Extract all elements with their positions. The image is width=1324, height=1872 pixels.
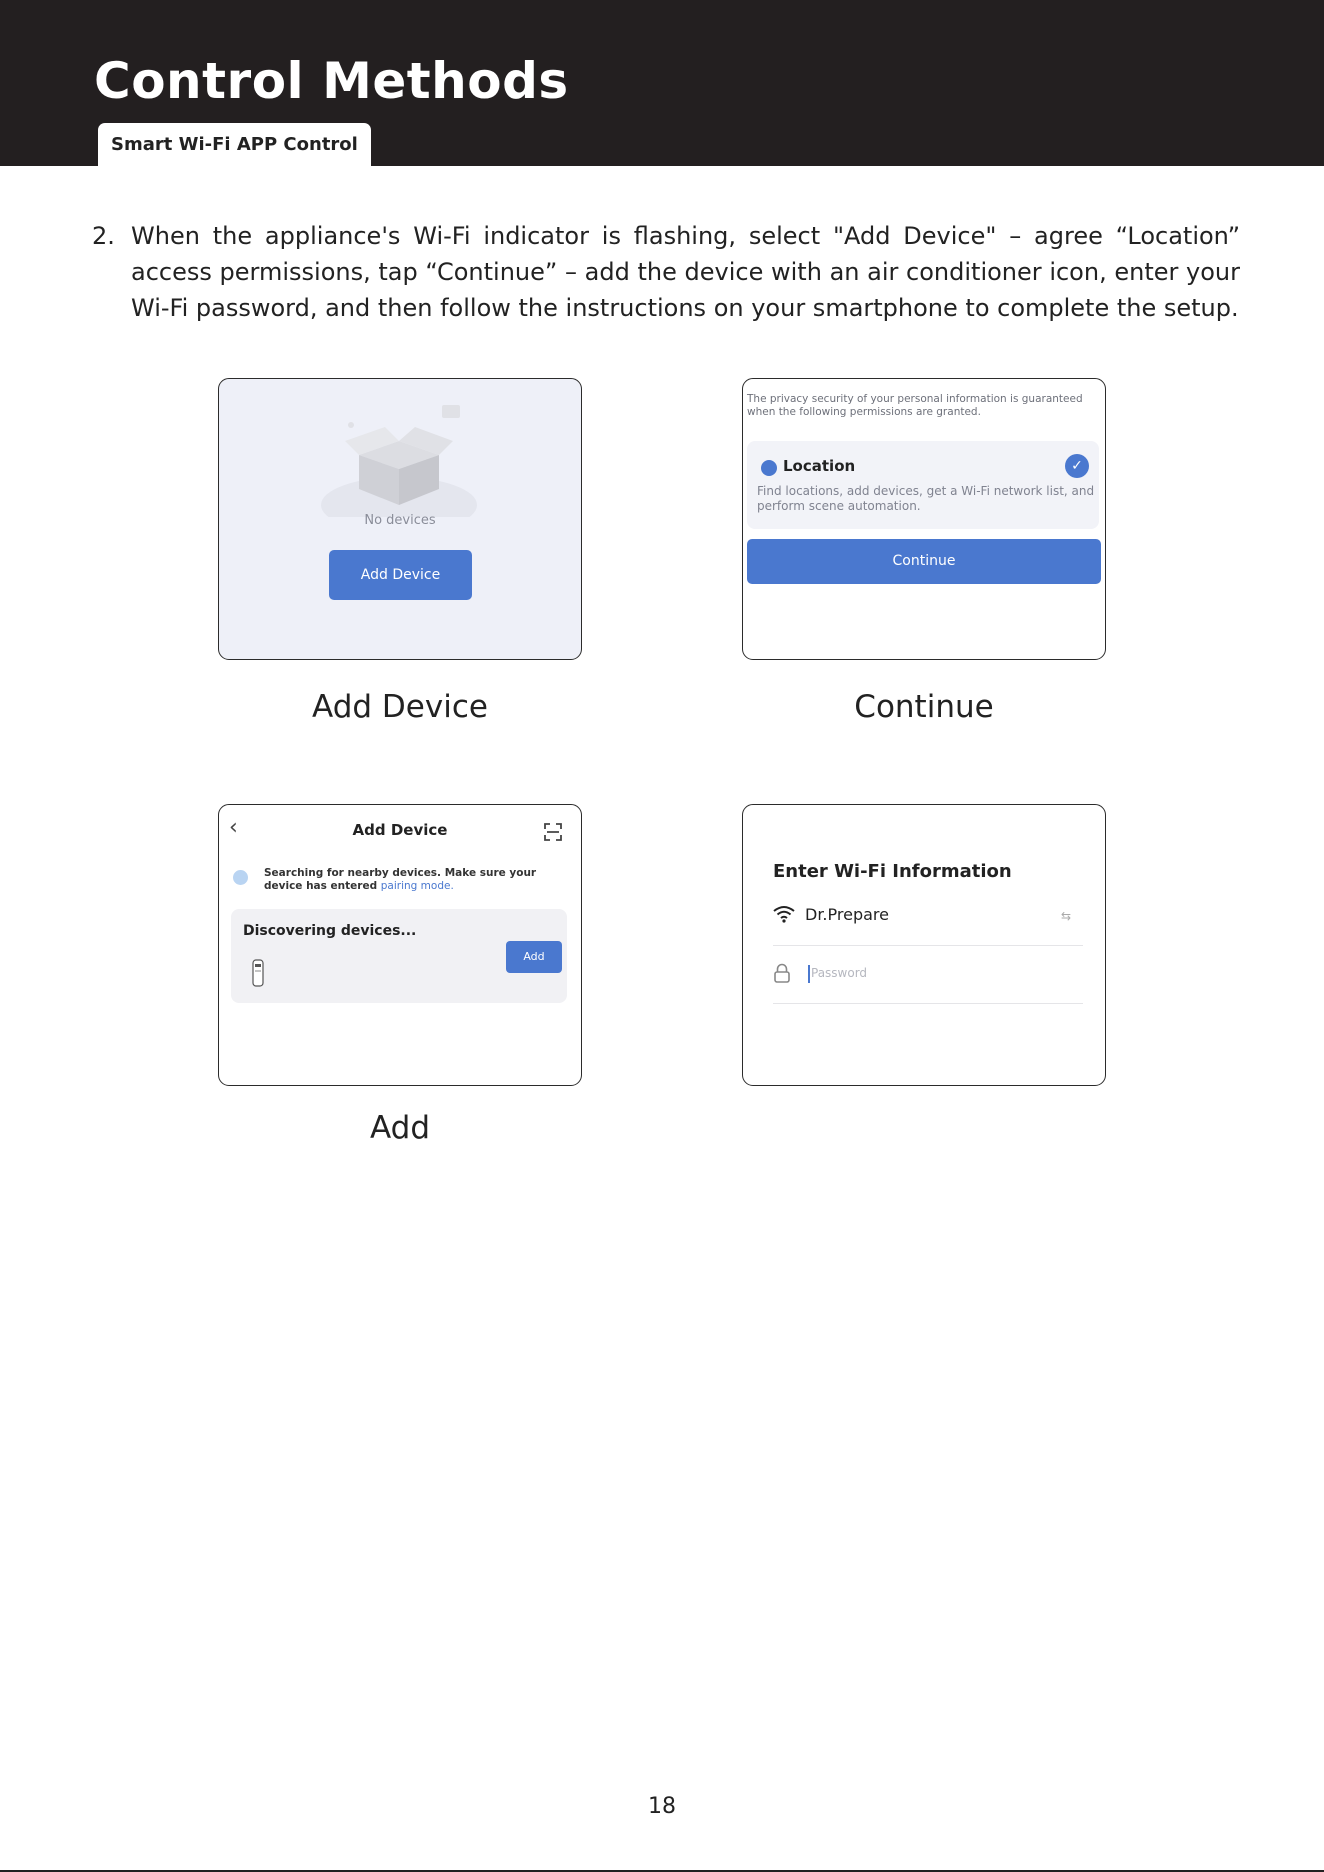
divider [773,1003,1083,1004]
lock-icon [773,963,791,983]
wifi-ssid[interactable]: Dr.Prepare [805,905,889,924]
page-header [0,0,1324,166]
discovering-title: Discovering devices... [243,923,417,939]
wifi-icon [773,905,795,923]
caption-continue: Continue [854,689,994,725]
searching-icon [233,870,248,885]
divider [773,945,1083,946]
discovering-card [231,909,567,1003]
empty-state-text: No devices [364,513,436,528]
screenshot-wifi-information [742,804,1106,1086]
step-number: 2. [92,222,115,250]
location-permission-card[interactable] [747,441,1099,529]
privacy-text: The privacy security of your personal information is guaranteed when the following permissions are granted. [747,393,1083,418]
searching-message: Searching for nearby devices. Make sure your device has entered [264,867,537,892]
location-icon [761,460,777,476]
caption-add-device: Add Device [312,689,488,725]
searching-text [264,867,564,893]
scan-icon[interactable] [544,823,562,841]
text-cursor [808,965,810,983]
switch-network-icon[interactable]: ⇆ [1061,909,1072,923]
add-device-button[interactable]: Add Device [329,550,472,600]
screenshot-discover-devices [218,804,582,1086]
password-input[interactable]: Password [811,966,868,980]
step-instruction [92,218,1240,326]
location-description: Find locations, add devices, get a Wi-Fi network list, and perform scene automation. [757,484,1095,513]
page-title: Control Methods [94,52,569,110]
section-tab: Smart Wi-Fi APP Control [98,123,371,166]
check-icon[interactable]: ✓ [1065,454,1089,478]
wifi-info-title: Enter Wi-Fi Information [773,861,1012,882]
back-chevron-icon[interactable]: ‹ [229,815,238,840]
page-number: 18 [648,1794,676,1819]
pairing-mode-link[interactable]: pairing mode. [380,880,454,892]
step-text: When the appliance's Wi-Fi indicator is flashing, select "Add Device" – agree “Location” access permissions, tap “Continue” – add the device with an air conditioner icon, enter your Wi-Fi password, and then follow the instructions on your smartphone to complete the setup. [131,222,1240,322]
screen-title: Add Device [352,821,448,839]
air-conditioner-icon [251,959,265,987]
add-button[interactable]: Add [506,941,562,973]
screenshot-add-device [218,378,582,660]
location-title: Location [783,457,856,475]
screenshot-location-permission [742,378,1106,660]
continue-button[interactable]: Continue [747,539,1101,584]
empty-box-icon [319,397,479,517]
caption-add: Add [369,1110,431,1146]
